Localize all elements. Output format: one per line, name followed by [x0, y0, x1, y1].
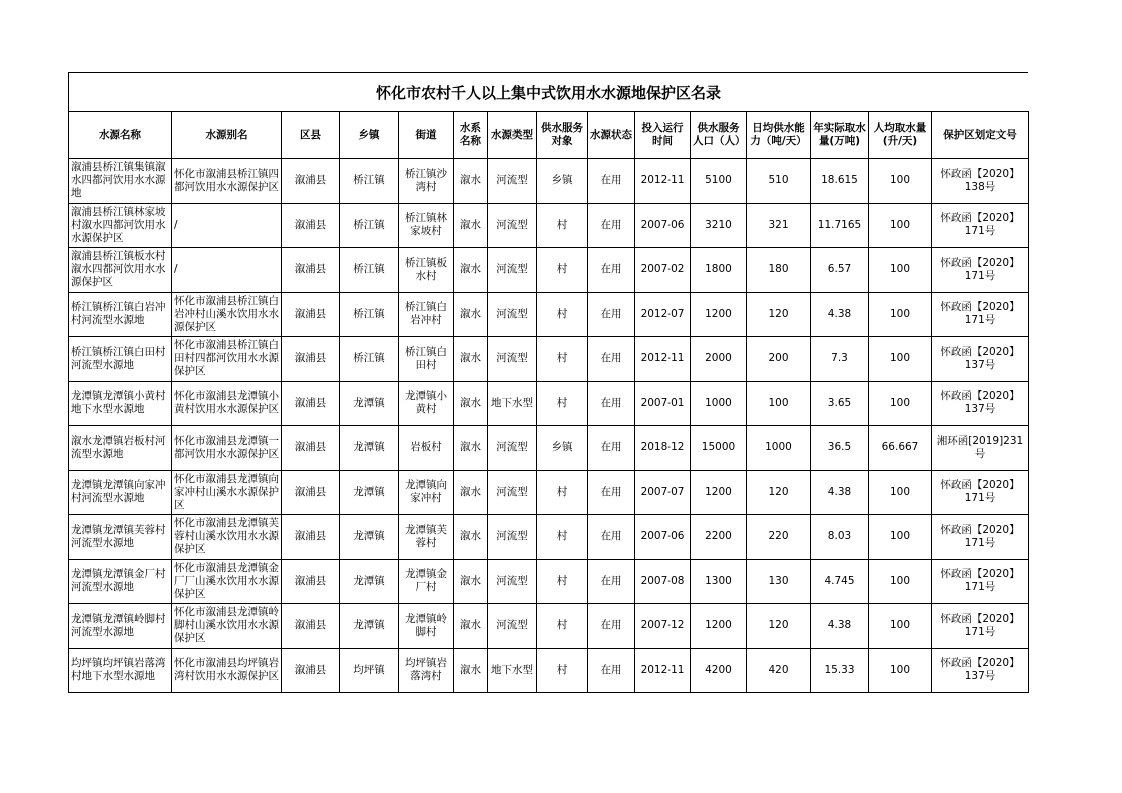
table-row: [69, 159, 1029, 204]
table-row: [69, 470, 1029, 515]
document-sheet: [68, 72, 1028, 693]
table-cell: 在用: [588, 559, 635, 604]
table-cell: 2007-02: [635, 248, 691, 293]
table-cell: 溆水: [454, 426, 488, 471]
table-cell: 溆水: [454, 248, 488, 293]
table-cell: 溆浦县: [282, 381, 340, 426]
table-cell: 420: [747, 648, 811, 693]
table-cell: 龙潭镇: [340, 515, 399, 560]
table-cell: 村: [537, 203, 588, 248]
table-cell: 100: [869, 515, 932, 560]
table-cell: 桥江镇板水村: [399, 248, 454, 293]
table-cell: 4200: [691, 648, 747, 693]
table-cell: 200: [747, 337, 811, 382]
table-row: [69, 248, 1029, 293]
column-header: 人均取水量(升/天): [869, 112, 932, 159]
table-cell: 18.615: [811, 159, 869, 204]
table-cell: 龙潭镇: [340, 381, 399, 426]
table-cell: 地下水型: [488, 648, 537, 693]
water-source-table: [68, 111, 1029, 693]
table-cell: 村: [537, 559, 588, 604]
table-cell: 村: [537, 470, 588, 515]
table-cell: 怀政函【2020】171号: [932, 604, 1029, 649]
table-cell: 130: [747, 559, 811, 604]
table-cell: 2200: [691, 515, 747, 560]
table-cell: 湘环函[2019]231号: [932, 426, 1029, 471]
table-cell: 龙潭镇小黄村: [399, 381, 454, 426]
table-cell: 6.57: [811, 248, 869, 293]
table-cell: 220: [747, 515, 811, 560]
column-header: 水源别名: [172, 112, 282, 159]
table-cell: 2012-07: [635, 292, 691, 337]
table-cell: 溆浦县桥江镇林家坡村溆水四都河饮用水水源保护区: [69, 203, 172, 248]
table-cell: 在用: [588, 159, 635, 204]
table-cell: 龙潭镇岭脚村: [399, 604, 454, 649]
document-title: 怀化市农村千人以上集中式饮用水水源地保护区名录: [68, 72, 1028, 111]
table-cell: 河流型: [488, 426, 537, 471]
table-cell: 怀政函【2020】171号: [932, 248, 1029, 293]
table-cell: 溆水: [454, 604, 488, 649]
table-cell: 怀化市溆浦县桥江镇四都河饮用水水源保护区: [172, 159, 282, 204]
table-cell: 100: [869, 470, 932, 515]
table-cell: 4.38: [811, 604, 869, 649]
table-cell: 河流型: [488, 604, 537, 649]
table-cell: 1000: [691, 381, 747, 426]
table-cell: 在用: [588, 470, 635, 515]
table-cell: 在用: [588, 203, 635, 248]
table-cell: 溆水龙潭镇岩板村河流型水源地: [69, 426, 172, 471]
table-cell: 怀化市溆浦县龙潭镇向家冲村山溪水水源保护区: [172, 470, 282, 515]
table-cell: 在用: [588, 248, 635, 293]
table-cell: 321: [747, 203, 811, 248]
table-cell: 7.3: [811, 337, 869, 382]
table-cell: 桥江镇: [340, 248, 399, 293]
table-cell: 龙潭镇: [340, 426, 399, 471]
table-cell: 溆水: [454, 159, 488, 204]
table-cell: 溆浦县: [282, 159, 340, 204]
column-header: 供水服务人口（人）: [691, 112, 747, 159]
table-cell: 桥江镇林家坡村: [399, 203, 454, 248]
table-cell: 1000: [747, 426, 811, 471]
column-header: 投入运行时间: [635, 112, 691, 159]
table-cell: 180: [747, 248, 811, 293]
table-row: [69, 648, 1029, 693]
table-cell: 乡镇: [537, 426, 588, 471]
table-cell: 11.7165: [811, 203, 869, 248]
table-row: [69, 203, 1029, 248]
table-cell: 100: [869, 203, 932, 248]
table-cell: 村: [537, 604, 588, 649]
table-cell: 8.03: [811, 515, 869, 560]
table-cell: 溆浦县: [282, 604, 340, 649]
table-cell: 河流型: [488, 515, 537, 560]
table-cell: 怀化市溆浦县龙潭镇一都河饮用水水源保护区: [172, 426, 282, 471]
table-cell: 溆水: [454, 559, 488, 604]
table-cell: 桥江镇: [340, 203, 399, 248]
table-cell: 龙潭镇龙潭镇小黄村地下水型水源地: [69, 381, 172, 426]
table-cell: 1300: [691, 559, 747, 604]
table-cell: /: [172, 248, 282, 293]
column-header: 水源类型: [488, 112, 537, 159]
table-cell: 溆浦县: [282, 515, 340, 560]
table-cell: 乡镇: [537, 159, 588, 204]
table-cell: 1800: [691, 248, 747, 293]
table-cell: 2012-11: [635, 648, 691, 693]
table-cell: 龙潭镇龙潭镇金厂村河流型水源地: [69, 559, 172, 604]
table-cell: 怀政函【2020】138号: [932, 159, 1029, 204]
table-cell: 100: [747, 381, 811, 426]
table-cell: 桥江镇桥江镇白岩冲村河流型水源地: [69, 292, 172, 337]
table-cell: 龙潭镇龙潭镇向家冲村河流型水源地: [69, 470, 172, 515]
table-cell: 100: [869, 159, 932, 204]
table-cell: 溆浦县: [282, 337, 340, 382]
table-cell: 龙潭镇向家冲村: [399, 470, 454, 515]
table-cell: 100: [869, 248, 932, 293]
table-cell: 溆浦县: [282, 426, 340, 471]
table-cell: 桥江镇沙湾村: [399, 159, 454, 204]
table-cell: 2007-07: [635, 470, 691, 515]
table-cell: 桥江镇: [340, 292, 399, 337]
table-cell: 100: [869, 292, 932, 337]
table-cell: 怀化市溆浦县龙潭镇金厂厂山溪水饮用水水源保护区: [172, 559, 282, 604]
table-cell: 2007-06: [635, 203, 691, 248]
table-cell: 溆浦县: [282, 559, 340, 604]
table-cell: 村: [537, 248, 588, 293]
table-cell: 怀化市溆浦县龙潭镇芙蓉村山溪水饮用水水源保护区: [172, 515, 282, 560]
table-cell: 溆水: [454, 381, 488, 426]
column-header: 水源名称: [69, 112, 172, 159]
table-cell: 溆浦县桥江镇集镇溆水四都河饮用水水源地: [69, 159, 172, 204]
table-cell: 5100: [691, 159, 747, 204]
table-cell: 1200: [691, 470, 747, 515]
table-cell: 1200: [691, 604, 747, 649]
table-cell: 河流型: [488, 248, 537, 293]
table-cell: 溆浦县: [282, 248, 340, 293]
table-cell: 怀化市溆浦县均坪镇岩湾村饮用水水源保护区: [172, 648, 282, 693]
table-cell: 怀政函【2020】137号: [932, 381, 1029, 426]
table-cell: 桥江镇白岩冲村: [399, 292, 454, 337]
table-cell: 36.5: [811, 426, 869, 471]
table-cell: 河流型: [488, 159, 537, 204]
table-cell: 2007-08: [635, 559, 691, 604]
column-header: 保护区划定文号: [932, 112, 1029, 159]
table-cell: 桥江镇白田村: [399, 337, 454, 382]
table-cell: 1200: [691, 292, 747, 337]
table-row: [69, 381, 1029, 426]
table-cell: 100: [869, 337, 932, 382]
table-cell: 龙潭镇龙潭镇芙蓉村河流型水源地: [69, 515, 172, 560]
table-cell: 2012-11: [635, 159, 691, 204]
column-header: 乡镇: [340, 112, 399, 159]
table-cell: 溆浦县: [282, 648, 340, 693]
table-cell: 4.38: [811, 470, 869, 515]
table-row: [69, 604, 1029, 649]
table-cell: 在用: [588, 515, 635, 560]
table-header-row: [69, 112, 1029, 159]
table-cell: 溆水: [454, 203, 488, 248]
table-cell: 溆浦县: [282, 203, 340, 248]
table-cell: 村: [537, 515, 588, 560]
table-cell: 怀政函【2020】171号: [932, 559, 1029, 604]
table-cell: 龙潭镇芙蓉村: [399, 515, 454, 560]
column-header: 街道: [399, 112, 454, 159]
table-cell: 2007-01: [635, 381, 691, 426]
table-row: [69, 292, 1029, 337]
table-cell: 溆水: [454, 337, 488, 382]
table-cell: 龙潭镇龙潭镇岭脚村河流型水源地: [69, 604, 172, 649]
table-cell: 15.33: [811, 648, 869, 693]
table-cell: 120: [747, 604, 811, 649]
column-header: 日均供水能力（吨/天）: [747, 112, 811, 159]
table-cell: 2007-06: [635, 515, 691, 560]
column-header: 年实际取水量(万吨): [811, 112, 869, 159]
table-cell: 3.65: [811, 381, 869, 426]
table-cell: 100: [869, 604, 932, 649]
table-cell: 15000: [691, 426, 747, 471]
table-cell: 在用: [588, 426, 635, 471]
table-cell: 村: [537, 381, 588, 426]
table-cell: 3210: [691, 203, 747, 248]
table-cell: /: [172, 203, 282, 248]
table-cell: 在用: [588, 337, 635, 382]
table-cell: 溆水: [454, 515, 488, 560]
table-cell: 在用: [588, 381, 635, 426]
table-cell: 村: [537, 337, 588, 382]
table-cell: 均坪镇均坪镇岩落湾村地下水型水源地: [69, 648, 172, 693]
table-cell: 2007-12: [635, 604, 691, 649]
table-cell: 溆水: [454, 648, 488, 693]
table-cell: 怀化市溆浦县桥江镇白岩冲村山溪水饮用水水源保护区: [172, 292, 282, 337]
table-cell: 100: [869, 381, 932, 426]
table-cell: 村: [537, 292, 588, 337]
table-cell: 4.745: [811, 559, 869, 604]
table-cell: 120: [747, 292, 811, 337]
table-row: [69, 337, 1029, 382]
table-cell: 村: [537, 648, 588, 693]
table-cell: 龙潭镇: [340, 559, 399, 604]
table-cell: 溆水: [454, 470, 488, 515]
table-cell: 河流型: [488, 559, 537, 604]
table-cell: 在用: [588, 648, 635, 693]
column-header: 供水服务对象: [537, 112, 588, 159]
table-cell: 桥江镇: [340, 337, 399, 382]
table-cell: 均坪镇: [340, 648, 399, 693]
column-header: 水源状态: [588, 112, 635, 159]
table-row: [69, 559, 1029, 604]
table-cell: 溆浦县: [282, 292, 340, 337]
table-cell: 桥江镇: [340, 159, 399, 204]
table-cell: 2018-12: [635, 426, 691, 471]
table-cell: 龙潭镇: [340, 470, 399, 515]
table-cell: 2000: [691, 337, 747, 382]
table-cell: 100: [869, 648, 932, 693]
column-header: 区县: [282, 112, 340, 159]
table-cell: 均坪镇岩落湾村: [399, 648, 454, 693]
table-cell: 怀政函【2020】171号: [932, 203, 1029, 248]
table-cell: 溆水: [454, 292, 488, 337]
table-cell: 怀政函【2020】137号: [932, 648, 1029, 693]
table-cell: 岩板村: [399, 426, 454, 471]
table-cell: 2012-11: [635, 337, 691, 382]
table-cell: 怀化市溆浦县桥江镇白田村四都河饮用水水源保护区: [172, 337, 282, 382]
table-cell: 怀化市溆浦县龙潭镇小黄村饮用水水源保护区: [172, 381, 282, 426]
table-cell: 河流型: [488, 470, 537, 515]
table-cell: 溆浦县: [282, 470, 340, 515]
table-cell: 510: [747, 159, 811, 204]
table-cell: 120: [747, 470, 811, 515]
table-cell: 怀政函【2020】137号: [932, 337, 1029, 382]
table-cell: 河流型: [488, 337, 537, 382]
table-cell: 龙潭镇金厂村: [399, 559, 454, 604]
table-cell: 在用: [588, 604, 635, 649]
table-cell: 桥江镇桥江镇白田村河流型水源地: [69, 337, 172, 382]
table-row: [69, 426, 1029, 471]
table-cell: 在用: [588, 292, 635, 337]
table-cell: 怀政函【2020】171号: [932, 515, 1029, 560]
table-cell: 100: [869, 559, 932, 604]
table-cell: 地下水型: [488, 381, 537, 426]
table-cell: 河流型: [488, 292, 537, 337]
table-cell: 龙潭镇: [340, 604, 399, 649]
column-header: 水系名称: [454, 112, 488, 159]
table-cell: 怀政函【2020】171号: [932, 292, 1029, 337]
table-row: [69, 515, 1029, 560]
table-cell: 怀政函【2020】171号: [932, 470, 1029, 515]
table-cell: 怀化市溆浦县龙潭镇岭脚村山溪水饮用水水源保护区: [172, 604, 282, 649]
table-cell: 66.667: [869, 426, 932, 471]
table-cell: 河流型: [488, 203, 537, 248]
table-cell: 4.38: [811, 292, 869, 337]
table-cell: 溆浦县桥江镇板水村溆水四都河饮用水水源保护区: [69, 248, 172, 293]
